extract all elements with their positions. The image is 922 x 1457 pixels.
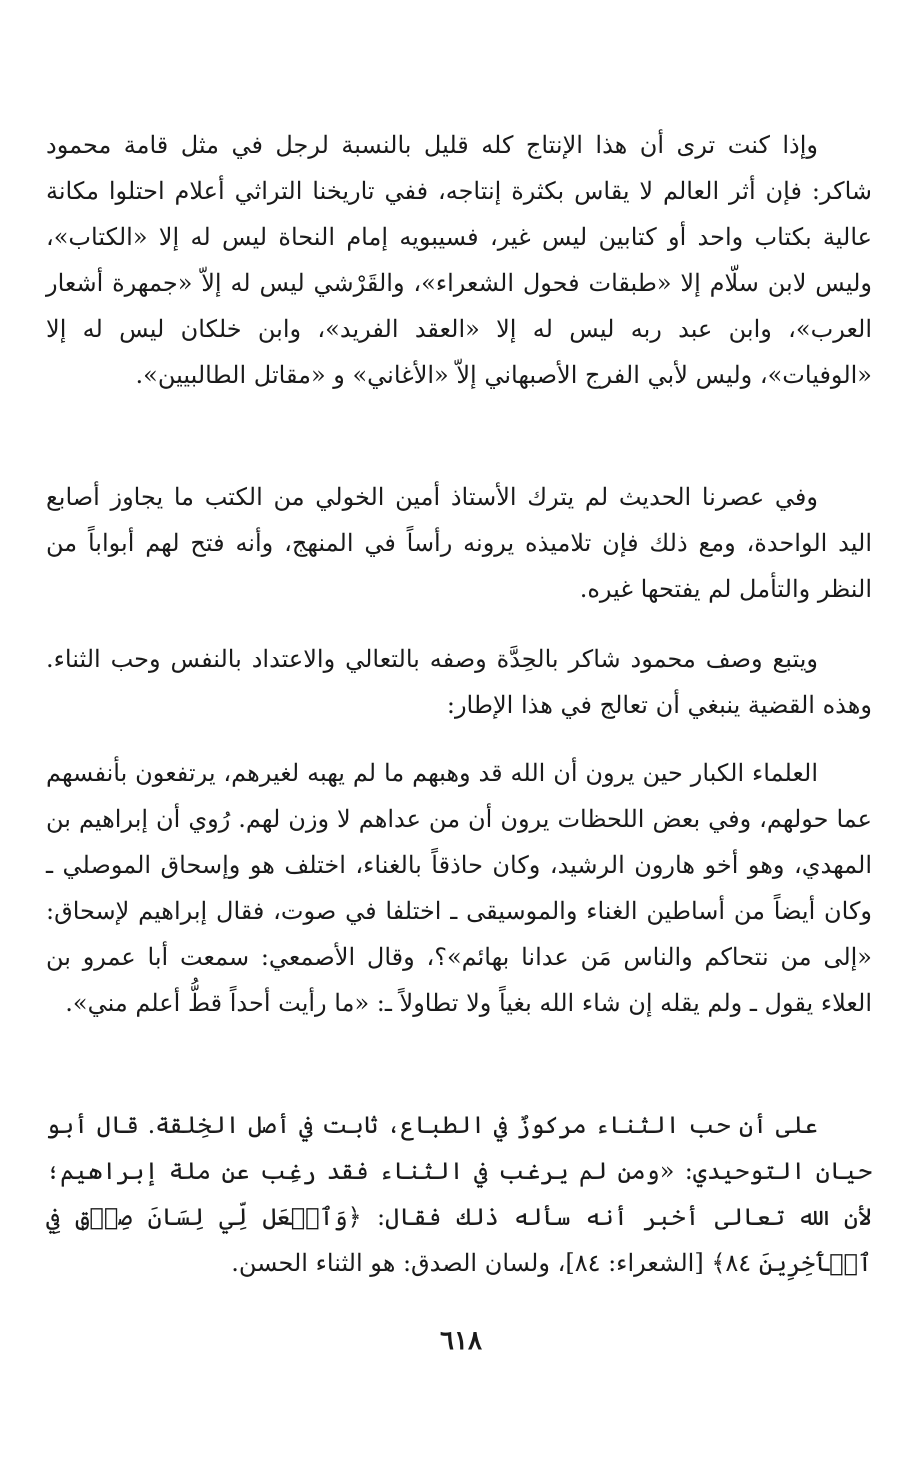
paragraph-3 [46, 636, 872, 728]
paragraph-2 [46, 474, 872, 612]
paragraph-5 [46, 1102, 872, 1286]
paragraph-text: وإذا كنت ترى أن هذا الإنتاج كله قليل بالنسبة لرجل في مثل قامة محمود شاكر: فإن أثر العالم لا يقاس بكثرة إنتاجه، ففي تاريخنا التراثي أعلام احتلوا مكانة عالية بكتاب واحد أو كتابين ليس غير، فسيبويه إمام النحاة ليس له إلا «الكتاب»، وليس لابن سلّام إلا «طبقات فحول الشعراء»، والقَرْشي ليس له إلاّ «جمهرة أشعار العرب»، وابن عبد ربه ليس له إلا «العقد الفريد»، وابن خلكان ليس له إلا «الوفيات»، وليس لأبي الفرج الأصبهاني إلاّ «الأغاني» و «مقاتل الطالبيين». [46, 131, 873, 389]
paragraph-text: وفي عصرنا الحديث لم يترك الأستاذ أمين الخولي من الكتب ما يجاوز أصابع اليد الواحدة، ومع ذلك فإن تلاميذه يرونه رأساً في المنهج، وأنه فتح لهم أبواباً من النظر والتأمل لم يفتحها غيره. [46, 483, 872, 603]
paragraph-text: العلماء الكبار حين يرون أن الله قد وهبهم ما لم يهبه لغيرهم، يرتفعون بأنفسهم عما حولهم، وفي بعض اللحظات يرون أن من عداهم لا وزن لهم. رُوي أن إبراهيم بن المهدي، وهو أخو هارون الرشيد، وكان حاذقاً بالغناء، اختلف هو وإسحاق الموصلي ـ وكان أيضاً من أساطين الغناء والموسيقى ـ اختلفا في صوت، فقال إبراهيم لإسحاق: «إلى من نتحاكم والناس مَن عدانا بهائم»؟، وقال الأصمعي: سمعت أبا عمرو بن العلاء يقول ـ ولم يقله إن شاء الله بغياً ولا تطاولاً ـ: «ما رأيت أحداً قطُّ أعلم مني». [46, 759, 872, 1017]
paragraph-4 [46, 750, 872, 1026]
paragraph-text: على أن حب الثناء مركوزٌ في الطباع، ثابت في أصل الخِلقة. قال أبو حيان التوحيدي: «ومن لم يرغب في الثناء فقد رغِب عن ملة إبراهيم؛ لأن الله تعالى أخبر أنه سأله ذلك فقال: ﴿وَٱجۡعَل لِّي لِسَانَ صِدۡقٖ فِي ٱلۡأٓخِرِينَ ٨٤﴾ [الشعراء: ٨٤]، ولسان الصدق: هو الثناء الحسن. [46, 1111, 872, 1277]
paragraph-text: ويتبع وصف محمود شاكر بالحِدَّة وصفه بالتعالي والاعتداد بالنفس وحب الثناء. وهذه القضية ينبغي أن تعالج في هذا الإطار: [46, 645, 872, 719]
page-number: ٦١٨ [440, 1326, 482, 1356]
paragraph-1 [46, 122, 872, 398]
